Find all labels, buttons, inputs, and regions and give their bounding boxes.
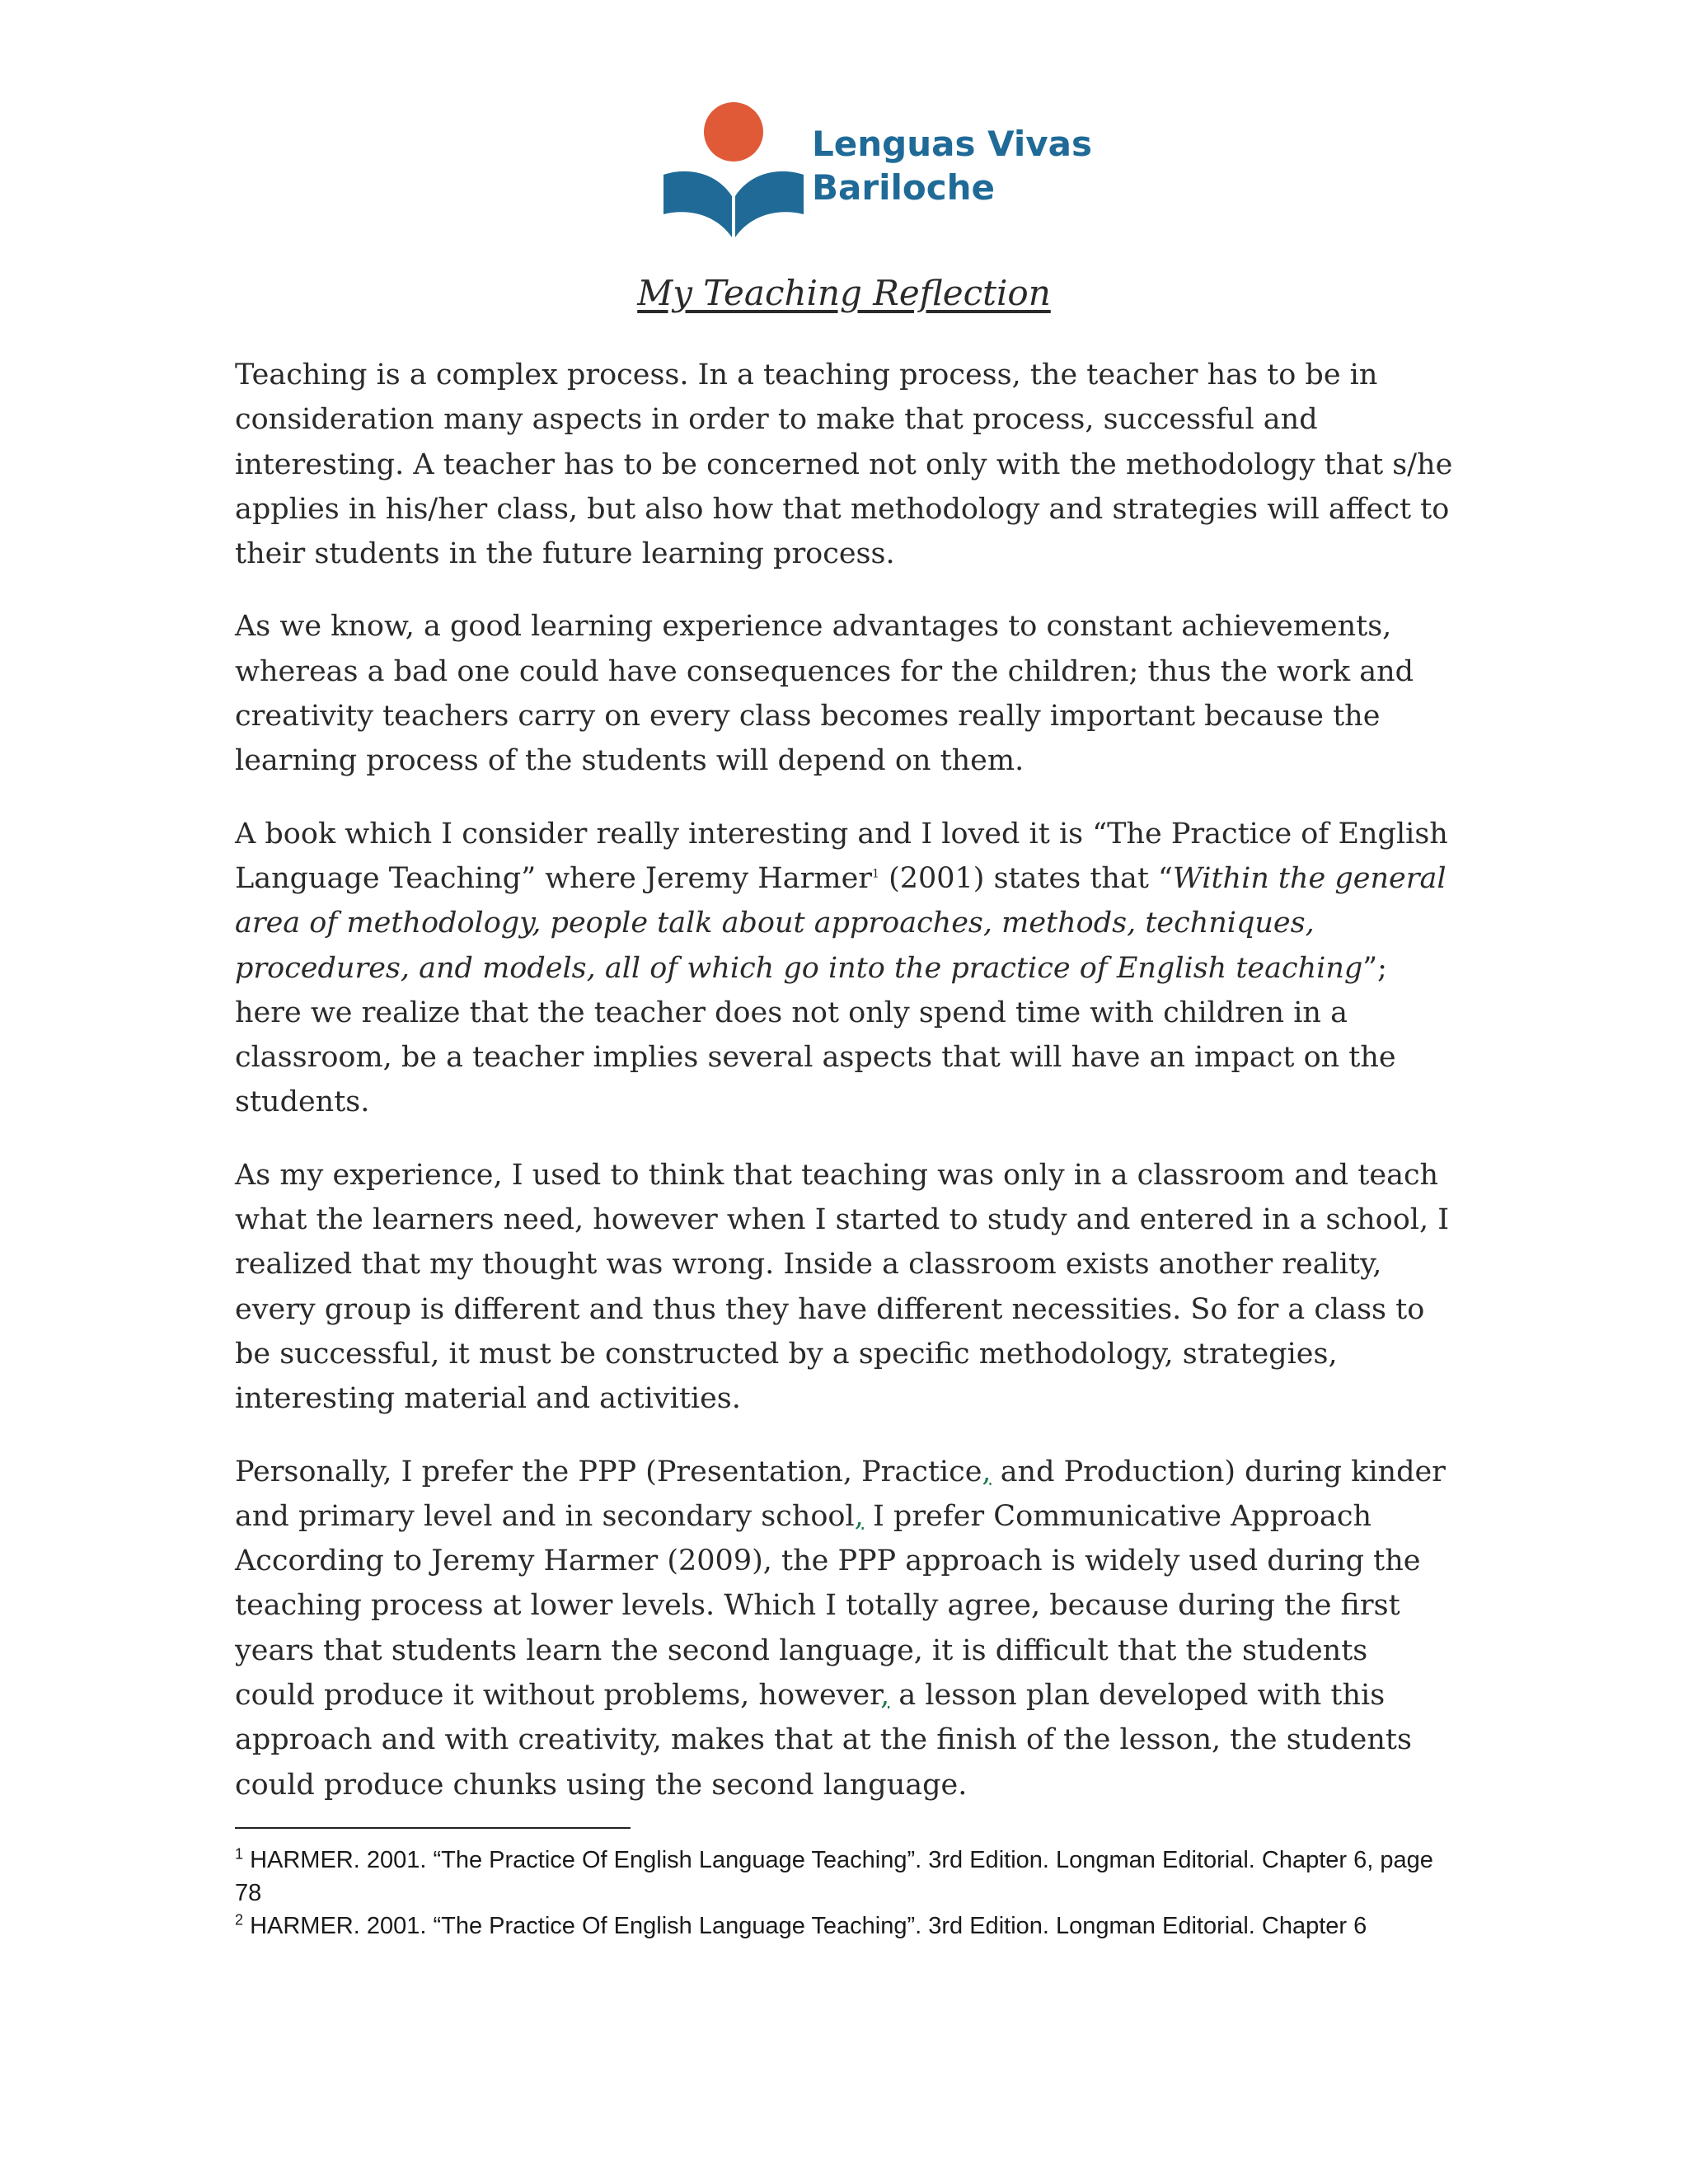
open-book-sun-icon bbox=[659, 99, 808, 239]
paragraph-3-text-a: A book which I consider really interesting and I loved it is “The Practice of English Language Teaching” where Jeremy Harmer bbox=[235, 817, 1448, 895]
harmer-quote: Within the general area of methodology, people talk about approaches, methods, techniques, procedures, and models, all of which go into the practice of English teaching bbox=[235, 861, 1447, 985]
page-title-text: My Teaching Reflection bbox=[637, 273, 1051, 313]
footnote-2-text: HARMER. 2001. “The Practice Of English Language Teaching”. 3rd Edition. Longman Editorial. Chapter 6 bbox=[243, 1913, 1367, 1939]
footnotes bbox=[235, 1844, 1455, 1943]
paragraph-5-text-b: and Production) during kinder and primary level and in secondary school bbox=[235, 1455, 1446, 1533]
logo-line-1: Lenguas Vivas bbox=[812, 124, 1092, 164]
paragraph-5-text-c: I prefer Communicative Approach According to Jeremy Harmer (2009), the PPP approach is widely used during the teaching process at lower levels. Which I totally agree, because during the first years that students learn the second language, it is difficult that the students could produce it without problems, however bbox=[235, 1499, 1421, 1713]
footnote-2 bbox=[235, 1910, 1455, 1943]
page-title bbox=[0, 270, 1688, 316]
footnote-1-number: 1 bbox=[235, 1845, 244, 1863]
paragraph-3-text-c: ”; here we realize that the teacher does not only spend time with children in a classroom, be a teacher implies several aspects that will have an impact on the students. bbox=[235, 951, 1396, 1119]
paragraph-1: Teaching is a complex process. In a teaching process, the teacher has to be in consideration many aspects in order to make that process, successful and interesting. A teacher has to be concerned not only with the methodology that s/he applies in his/her class, but also how that methodology and strategies will affect to their students in the future learning process. bbox=[235, 359, 1453, 571]
tracked-change-comma-3[interactable]: , bbox=[880, 1679, 890, 1713]
footnote-1 bbox=[235, 1844, 1455, 1910]
paragraph-5-text-a: Personally, I prefer the PPP (Presentation, Practice bbox=[235, 1455, 982, 1488]
paragraph-3-text-b: (2001) states that “ bbox=[879, 861, 1173, 895]
logo-line-2: Bariloche bbox=[812, 167, 995, 208]
footnote-2-number: 2 bbox=[235, 1911, 244, 1929]
tracked-change-comma-1[interactable]: , bbox=[982, 1455, 992, 1488]
paragraph-5-text-d: a lesson plan developed with this approach and with creativity, makes that at the finish of the lesson, the students could produce chunks using the second language. bbox=[235, 1679, 1412, 1802]
footnote-separator bbox=[235, 1827, 631, 1829]
paragraph-5 bbox=[235, 1450, 1455, 1807]
tracked-change-comma-2[interactable]: , bbox=[854, 1499, 864, 1533]
logo bbox=[659, 99, 1092, 247]
paragraph-4: As my experience, I used to think that teaching was only in a classroom and teach what the learners need, however when I started to study and entered in a school, I realized that my thought was wrong. Inside a classroom exists another reality, every group is different and thus they have different necessities. So for a class to be successful, it must be constructed by a specific methodology, strategies, interesting material and activities. bbox=[235, 1158, 1450, 1416]
document-body bbox=[235, 353, 1455, 1835]
footnote-ref-1[interactable]: 1 bbox=[872, 867, 879, 881]
paragraph-2: As we know, a good learning experience advantages to constant achievements, whereas a bad one could have consequences for the children; thus the work and creativity teachers carry on every class becomes really important because the learning process of the students will depend on them. bbox=[235, 610, 1414, 778]
paragraph-3 bbox=[235, 812, 1455, 1125]
footnote-1-text: HARMER. 2001. “The Practice Of English Language Teaching”. 3rd Edition. Longman Editorial. Chapter 6, page 78 bbox=[235, 1847, 1433, 1906]
